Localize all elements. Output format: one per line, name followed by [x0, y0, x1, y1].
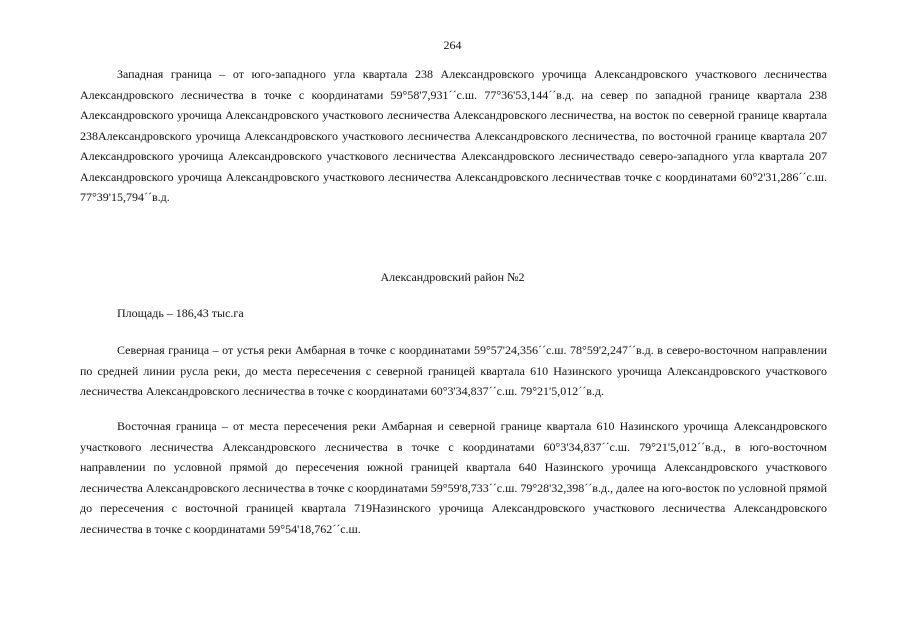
- paragraph-north-border: Северная граница – от устья реки Амбарная в точке с координатами 59°57'24,356´´с.ш. 78°59'2,247´´в.д. в северо-восточном направлении по средней линии русла реки, до места пересечения с северной границей квартала 610 Назинского урочища Александровского участкового лесничества Александровского лесничества в точке с координатами 60°3'34,837´´с.ш. 79°21'5,012´´в.д.: [80, 343, 827, 398]
- paragraph-east-border: Восточная граница – от места пересечения реки Амбарная и северной границе квартала 610 Назинского урочища Александровского участкового лесничества Александровского лесничества в точке с координатами 60°3'34,837´´с.ш. 79°21'5,012´´в.д., в юго-восточном направлении по условной прямой до пересечения южной границей квартала 640 Назинского урочища Александровского участкового лесничества Александровского лесничества в точке с координатами 59°59'8,733´´с.ш. 79°28'32,398´´в.д., далее на юго-восток по условной прямой до пересечения с восточной границей квартала 719Назинского урочища Александровского участкового лесничества Александровского лесничества в точке с координатами 59°54'18,762´´с.ш.: [80, 419, 827, 536]
- section-heading: Александровский район №2: [380, 270, 525, 284]
- page-number: 264: [443, 38, 462, 52]
- area-text: Площадь – 186,43 тыс.га: [117, 306, 244, 320]
- paragraph-west-border: Западная граница – от юго-западного угла квартала 238 Александровского урочища Александровского участкового лесничества Александровского лесничества в точке с координатами 59°58'7,931´´с.ш. 77°36'53,144´´в.д. на север по западной границе квартала 238 Александровского урочища Александровского участкового лесничества Александровского лесничества, на восток по северной границе квартала 238Александровского урочища Александровского участкового лесничества Александровского лесничества, по восточной границе квартала 207 Александровского урочища Александровского участкового лесничества Александровского лесничествадо северо-западного угла квартала 207 Александровского урочища Александровского участкового лесничества Александровского лесничествав точке с координатами 60°2'31,286´´с.ш. 77°39'15,794´´в.д.: [80, 67, 827, 204]
